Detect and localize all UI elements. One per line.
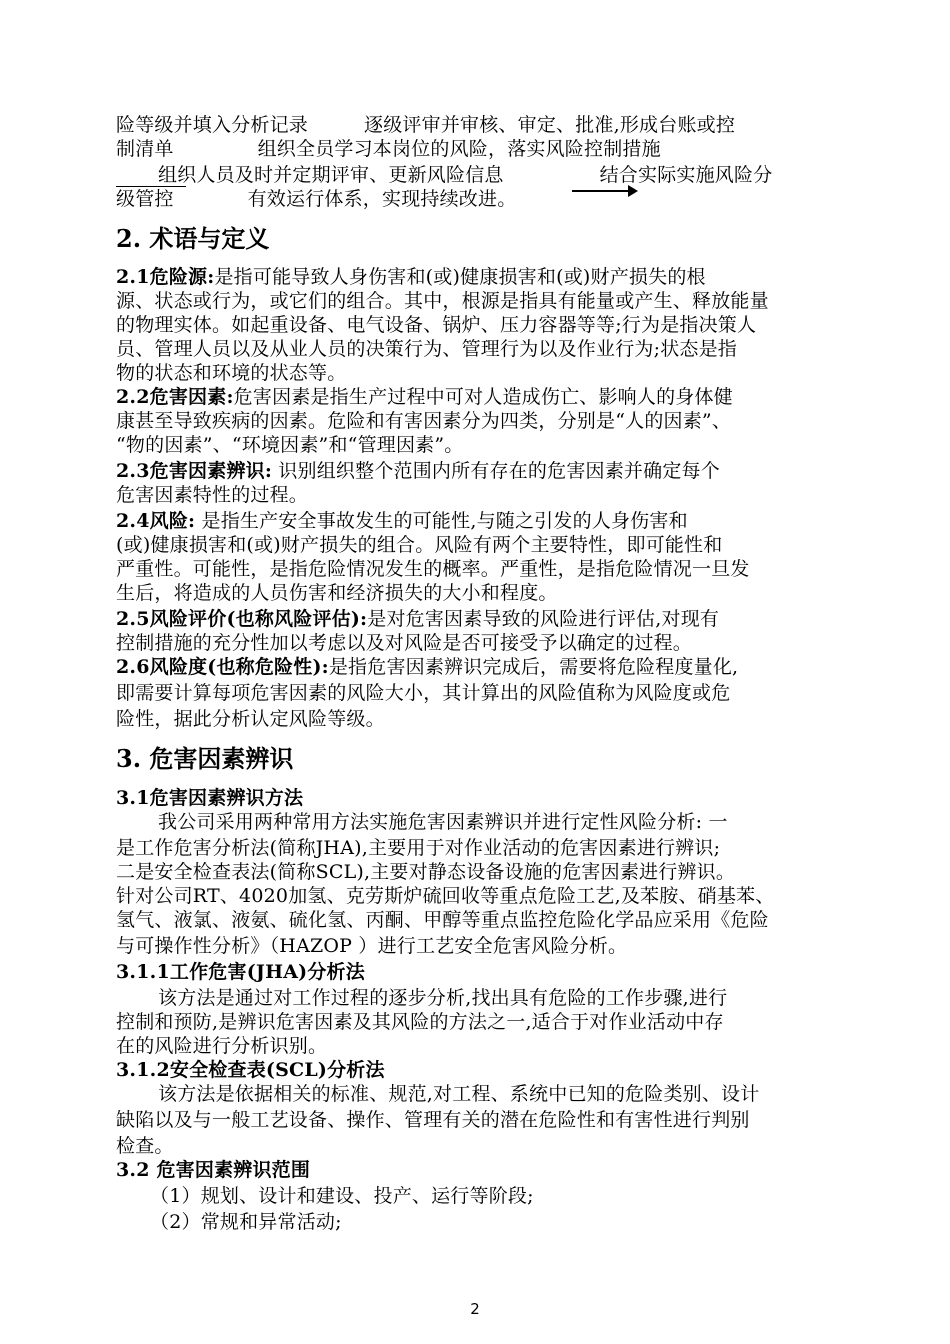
def-2-2-line-3: “物的因素”、“环境因素”和“管理因素”。 (116, 434, 464, 456)
def-2-5-line-2: 控制措施的充分性加以考虑以及对风险是否可接受予以确定的过程。 (116, 632, 693, 654)
flow-step-text: 组织全员学习本岗位的风险，落实风险控制措施 (257, 138, 661, 160)
def-2-2-line-2: 康甚至导致疾病的因素。危险和有害因素分为四类，分别是“人的因素”、 (116, 410, 732, 432)
def-text: 识别组织整个范围内所有存在的危害因素并确定每个 (278, 460, 720, 482)
section-3-1-title: 3.1危害因素辨识方法 (116, 787, 304, 809)
def-2-4-line-3: 严重性。可能性，是指危险情况发生的概率。严重性，是指危险情况一旦发 (116, 558, 750, 580)
flow-step-text: 级管控 (116, 188, 174, 210)
def-2-1-line-1 (116, 265, 836, 289)
section-2-heading: 2. 术语与定义 (116, 224, 270, 253)
def-2-4-line-2: (或)健康损害和(或)财产损失的组合。风险有两个主要特性，即可能性和 (116, 534, 723, 556)
intro-line-2 (116, 137, 836, 161)
list-item: （1）规划、设计和建设、投产、运行等阶段; (150, 1185, 534, 1207)
flow-connector-line (116, 186, 186, 187)
section-3-heading: 3. 危害因素辨识 (116, 744, 294, 773)
s31-line-5: 氢气、液氯、液氨、硫化氢、丙酮、甲醇等重点监控危险化学品应采用《危险 (116, 909, 769, 931)
def-2-6-line-2: 即需要计算每项危害因素的风险大小，其计算出的风险值称为风险度或危 (116, 682, 731, 704)
flow-step-text: 险等级并填入分析记录 (116, 114, 309, 136)
term-label: 2.3危害因素辨识: (116, 460, 273, 482)
def-2-5-line-1 (116, 607, 836, 631)
flow-step-text: 逐级评审并审核、审定、批准,形成台账或控 (364, 114, 736, 136)
def-2-1-line-2: 源、状态或行为，或它们的组合。其中，根源是指具有能量或产生、释放能量 (116, 290, 769, 312)
term-label: 2.4风险: (116, 510, 196, 532)
s31-line-1: 我公司采用两种常用方法实施危害因素辨识并进行定性风险分析: 一 (158, 811, 728, 833)
section-3-1-2-title: 3.1.2安全检查表(SCL)分析法 (116, 1059, 385, 1081)
def-2-1-line-4: 员、管理人员以及从业人员的决策行为、管理行为以及作业行为;状态是指 (116, 338, 738, 360)
intro-line-4 (116, 187, 836, 211)
s312-line-2: 缺陷以及与一般工艺设备、操作、管理有关的潜在危险性和有害性进行判别 (116, 1109, 750, 1131)
s31-line-6: 与可操作性分析》（HAZOP ）进行工艺安全危害风险分析。 (116, 935, 628, 957)
def-2-3-line-1 (116, 459, 836, 483)
intro-line-3 (158, 163, 838, 187)
flow-step-text: 组织人员及时并定期评审、更新风险信息 (158, 164, 504, 186)
term-label: 2.6风险度(也称危险性): (116, 656, 329, 678)
flow-step-text: 制清单 (116, 138, 174, 160)
def-text: 是对危害因素导致的风险进行评估,对现有 (367, 608, 720, 630)
term-label: 2.1危险源: (116, 266, 215, 288)
term-label: 2.5风险评价(也称风险评估): (116, 608, 368, 630)
def-text: 危害因素是指生产过程中可对人造成伤亡、影响人的身体健 (233, 386, 733, 408)
s312-line-1: 该方法是依据相关的标准、规范,对工程、系统中已知的危险类别、设计 (158, 1083, 760, 1105)
flow-arrow-icon (572, 190, 636, 192)
term-label: 2.2危害因素: (116, 386, 234, 408)
flow-step-text: 有效运行体系，实现持续改进。 (247, 188, 517, 210)
def-text: 是指可能导致人身伤害和(或)健康损害和(或)财产损失的根 (214, 266, 706, 288)
s311-line-3: 在的风险进行分析识别。 (116, 1035, 328, 1057)
def-text: 是指生产安全事故发生的可能性,与随之引发的人身伤害和 (201, 510, 688, 532)
s312-line-3: 检查。 (116, 1135, 174, 1157)
page-number: 2 (470, 1300, 480, 1318)
def-2-4-line-1 (116, 509, 836, 533)
s311-line-2: 控制和预防,是辨识危害因素及其风险的方法之一,适合于对作业活动中存 (116, 1011, 724, 1033)
def-text: 是指危害因素辨识完成后，需要将危险程度量化, (328, 656, 739, 678)
s31-line-3: 二是安全检查表法(简称SCL),主要对静态设备设施的危害因素进行辨识。 (116, 861, 736, 883)
flow-step-text: 结合实际实施风险分 (599, 164, 773, 186)
def-2-3-line-2: 危害因素特性的过程。 (116, 484, 309, 506)
def-2-1-line-5: 物的状态和环境的状态等。 (116, 362, 347, 384)
list-item: （2）常规和异常活动; (150, 1211, 342, 1233)
def-2-2-line-1 (116, 385, 836, 409)
section-3-2-title: 3.2 危害因素辨识范围 (116, 1159, 311, 1181)
def-2-6-line-3: 险性，据此分析认定风险等级。 (116, 708, 385, 730)
intro-line-1 (116, 113, 836, 137)
section-3-1-1-title: 3.1.1工作危害(JHA)分析法 (116, 961, 365, 983)
def-2-1-line-3: 的物理实体。如起重设备、电气设备、锅炉、压力容器等等;行为是指决策人 (116, 314, 757, 336)
s31-line-4: 针对公司RT、4020加氢、克劳斯炉硫回收等重点危险工艺,及苯胺、硝基苯、 (116, 885, 775, 907)
s31-line-2: 是工作危害分析法(简称JHA),主要用于对作业活动的危害因素进行辨识; (116, 837, 721, 859)
def-2-4-line-4: 生后，将造成的人员伤害和经济损失的大小和程度。 (116, 582, 558, 604)
def-2-6-line-1 (116, 655, 836, 679)
s311-line-1: 该方法是通过对工作过程的逐步分析,找出具有危险的工作步骤,进行 (158, 987, 728, 1009)
